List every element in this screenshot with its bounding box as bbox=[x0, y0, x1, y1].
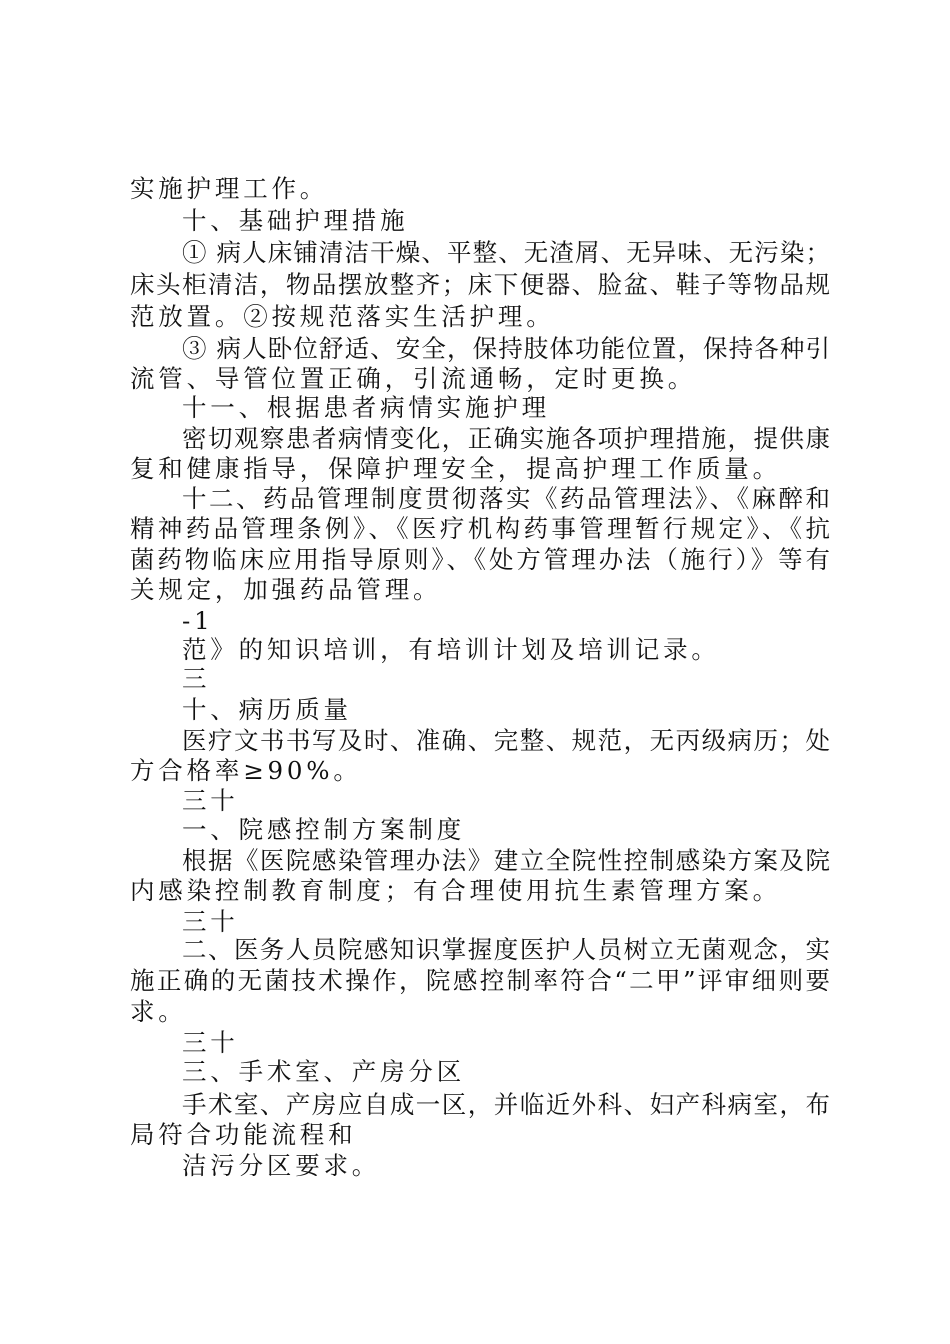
text-line: 三十 bbox=[182, 786, 239, 815]
section-heading: 三、手术室、产房分区 bbox=[182, 1057, 465, 1086]
text-line: 流管、导管位置正确，引流通畅，定时更换。 bbox=[130, 364, 696, 393]
text-line: ① 病人床铺清洁干燥、平整、无渣屑、无异味、无污染； bbox=[182, 238, 830, 267]
text-line: 菌药物临床应用指导原则》、《处方管理办法（施行）》等有 bbox=[130, 545, 830, 574]
text-line: 根据《医院感染管理办法》建立全院性控制感染方案及院 bbox=[182, 846, 830, 875]
page-number: -1 bbox=[182, 606, 214, 635]
section-heading: 一、院感控制方案制度 bbox=[182, 815, 465, 844]
text-line: 三十 bbox=[182, 1028, 239, 1057]
text-line: 内感染控制教育制度；有合理使用抗生素管理方案。 bbox=[130, 876, 781, 905]
text-line: ③ 病人卧位舒适、安全，保持肢体功能位置，保持各种引 bbox=[182, 334, 830, 363]
text-line: 密切观察患者病情变化，正确实施各项护理措施，提供康 bbox=[182, 424, 830, 453]
text-line: 手术室、产房应自成一区，并临近外科、妇产科病室，布 bbox=[182, 1090, 830, 1119]
text-line: 施正确的无菌技术操作，院感控制率符合“二甲”评审细则要 bbox=[130, 966, 830, 995]
text-line: 复和健康指导，保障护理安全，提高护理工作质量。 bbox=[130, 454, 781, 483]
text-line: 求。 bbox=[130, 997, 187, 1026]
section-heading: 十二、药品管理制度贯彻落实《药品管理法》、《麻醉和 bbox=[182, 484, 830, 513]
text-line: 方合格率≥90%。 bbox=[130, 756, 362, 785]
text-line: 范》的知识培训，有培训计划及培训记录。 bbox=[182, 635, 720, 664]
text-line: 范放置。②按规范落实生活护理。 bbox=[130, 302, 555, 331]
text-line: 三 bbox=[182, 664, 211, 693]
section-heading: 十、基础护理措施 bbox=[182, 206, 409, 235]
section-heading: 十一、根据患者病情实施护理 bbox=[182, 393, 550, 422]
section-heading: 十、病历质量 bbox=[182, 695, 352, 724]
text-line: 关规定，加强药品管理。 bbox=[130, 575, 442, 604]
text-line: 局符合功能流程和 bbox=[130, 1120, 357, 1149]
section-heading: 二、医务人员院感知识掌握度医护人员树立无菌观念，实 bbox=[182, 935, 830, 964]
text-line: 床头柜清洁，物品摆放整齐；床下便器、脸盆、鞋子等物品规 bbox=[130, 270, 830, 299]
text-line: 三十 bbox=[182, 907, 239, 936]
text-line: 洁污分区要求。 bbox=[182, 1151, 381, 1180]
text-line: 医疗文书书写及时、准确、完整、规范，无丙级病历；处 bbox=[182, 726, 830, 755]
text-line: 实施护理工作。 bbox=[130, 174, 329, 203]
text-line: 精神药品管理条例》、《医疗机构药事管理暂行规定》、《抗 bbox=[130, 514, 830, 543]
